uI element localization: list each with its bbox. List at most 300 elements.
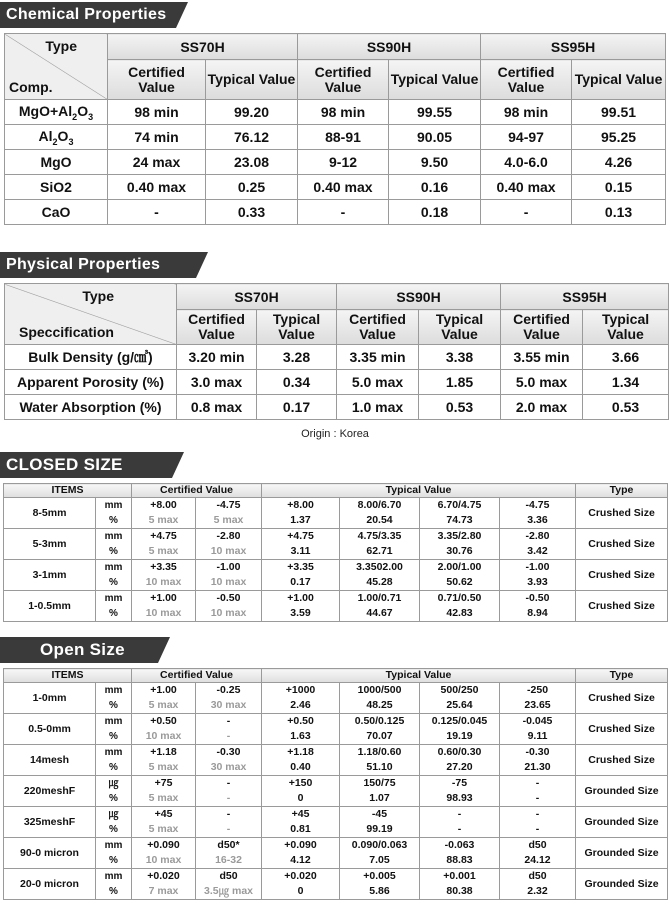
certified-cell: -1.00 [196,560,262,576]
certified-value-header: Certified Value [132,484,262,498]
table-cell: 3.55 min [501,345,583,370]
table-cell: - [108,200,206,225]
certified-cell: d50* [196,838,262,854]
certified-cell: +1.00 [132,683,196,699]
table-cell: 0.40 max [298,175,389,200]
certified-cell: 5 max [132,791,196,807]
typical-cell: 3.42 [500,544,576,560]
table-row [5,370,669,395]
item-name: 3-1mm [4,560,96,591]
typical-cell: 62.71 [340,544,420,560]
table-row [4,513,668,529]
typical-cell: 3.93 [500,575,576,591]
certified-cell: - [196,714,262,730]
typical-cell: 8.94 [500,606,576,622]
typical-cell: 1000/500 [340,683,420,699]
size-type: Crushed Size [576,498,668,529]
unit-cell: ㎍ [96,807,132,823]
typical-header: Typical Value [257,310,337,345]
typical-cell: -0.50 [500,591,576,607]
certified-cell: -2.80 [196,529,262,545]
component-name: SiO2 [5,175,108,200]
typical-cell: 27.20 [420,760,500,776]
type-spec-header [5,284,177,345]
table-cell: 0.53 [419,395,501,420]
certified-value-header: Certified Value [132,669,262,683]
table-row [4,884,668,900]
typical-cell: 6.70/4.75 [420,498,500,514]
typical-cell: 44.67 [340,606,420,622]
typical-cell: 21.30 [500,760,576,776]
closed-size-title: CLOSED SIZE [0,452,172,478]
typical-cell: - [500,776,576,792]
certified-cell: 30 max [196,760,262,776]
table-cell: 3.66 [583,345,669,370]
table-row [5,395,669,420]
typical-cell: - [420,807,500,823]
table-cell: 2.0 max [501,395,583,420]
certified-cell: - [196,791,262,807]
typical-cell: - [500,807,576,823]
typical-cell: 74.73 [420,513,500,529]
table-row [4,529,668,545]
typical-cell: +1000 [262,683,340,699]
table-cell: 0.40 max [481,175,572,200]
item-name: 1-0.5mm [4,591,96,622]
table-cell: 0.13 [572,200,666,225]
chemical-properties-title: Chemical Properties [0,2,176,28]
table-row [5,200,666,225]
certified-cell: 5 max [132,698,196,714]
typical-cell: 3.59 [262,606,340,622]
item-name: 0.5-0mm [4,714,96,745]
table-row [4,606,668,622]
certified-cell: +4.75 [132,529,196,545]
type-header: Type [576,669,668,683]
typical-cell: 0 [262,884,340,900]
typical-cell: 45.28 [340,575,420,591]
item-name: 90-0 micron [4,838,96,869]
certified-header: Certified Value [108,60,206,100]
table-cell: 3.0 max [177,370,257,395]
typical-cell: -250 [500,683,576,699]
certified-cell: +0.020 [132,869,196,885]
certified-cell: -0.30 [196,745,262,761]
typical-cell: d50 [500,869,576,885]
typical-cell: +4.75 [262,529,340,545]
typical-cell: 48.25 [340,698,420,714]
table-row [5,125,666,150]
certified-cell: +8.00 [132,498,196,514]
table-cell: 0.16 [389,175,481,200]
table-row [4,544,668,560]
typical-cell: 0.17 [262,575,340,591]
certified-cell: 5 max [132,544,196,560]
typical-cell: d50 [500,838,576,854]
certified-cell: 10 max [196,606,262,622]
table-row [4,853,668,869]
certified-cell: 10 max [132,729,196,745]
typical-cell: +1.00 [262,591,340,607]
certified-cell: 5 max [132,822,196,838]
typical-cell: +3.35 [262,560,340,576]
type-comp-header [5,34,108,100]
certified-cell: 5 max [132,760,196,776]
unit-cell: % [96,698,132,714]
certified-cell: +45 [132,807,196,823]
item-name: 220meshF [4,776,96,807]
typical-cell: - [420,822,500,838]
certified-header: Certified Value [481,60,572,100]
typical-cell: -2.80 [500,529,576,545]
typical-cell: +0.020 [262,869,340,885]
table-cell: 99.20 [206,100,298,125]
typical-cell: - [500,791,576,807]
certified-cell: -0.25 [196,683,262,699]
unit-cell: % [96,544,132,560]
typical-cell: 80.38 [420,884,500,900]
typical-cell: -0.045 [500,714,576,730]
table-cell: 76.12 [206,125,298,150]
table-cell: 99.55 [389,100,481,125]
table-cell: 5.0 max [337,370,419,395]
typical-cell: 1.63 [262,729,340,745]
typical-cell: 99.19 [340,822,420,838]
grade-header: SS95H [501,284,669,310]
typical-cell: 4.75/3.35 [340,529,420,545]
property-name: Water Absorption (%) [5,395,177,420]
item-name: 8-5mm [4,498,96,529]
unit-cell: mm [96,560,132,576]
typical-cell: +0.005 [340,869,420,885]
certified-cell: - [196,729,262,745]
size-type: Crushed Size [576,745,668,776]
certified-cell: 10 max [132,575,196,591]
certified-cell: +75 [132,776,196,792]
table-cell: 99.51 [572,100,666,125]
unit-cell: % [96,513,132,529]
table-cell: 0.25 [206,175,298,200]
origin-note: Origin : Korea [301,428,369,440]
typical-cell: +8.00 [262,498,340,514]
physical-properties-title: Physical Properties [0,252,196,278]
table-cell: 3.20 min [177,345,257,370]
table-row [5,100,666,125]
typical-cell: +0.001 [420,869,500,885]
certified-cell: +0.090 [132,838,196,854]
certified-cell: 16-32 [196,853,262,869]
size-type: Grounded Size [576,776,668,807]
certified-header: Certified Value [501,310,583,345]
typical-cell: +0.090 [262,838,340,854]
typical-cell: -0.063 [420,838,500,854]
typical-cell: 88.83 [420,853,500,869]
table-cell: 4.0-6.0 [481,150,572,175]
typical-cell: 0.50/0.125 [340,714,420,730]
unit-cell: ㎍ [96,776,132,792]
unit-cell: mm [96,591,132,607]
typical-cell: -75 [420,776,500,792]
typical-cell: 50.62 [420,575,500,591]
component-name: $MgO+Al_2O_3$ [5,100,108,125]
type-label: Type [82,288,114,304]
certified-cell: 5 max [196,513,262,529]
typical-cell: 1.00/0.71 [340,591,420,607]
typical-cell: 7.05 [340,853,420,869]
table-cell: 88-91 [298,125,389,150]
certified-cell: 3.5㎍ max [196,884,262,900]
unit-cell: mm [96,498,132,514]
size-type: Grounded Size [576,869,668,900]
typical-cell: 0.81 [262,822,340,838]
typical-cell: +0.50 [262,714,340,730]
table-cell: 0.53 [583,395,669,420]
items-header: ITEMS [4,669,132,683]
certified-cell: - [196,822,262,838]
typical-header: Typical Value [572,60,666,100]
size-type: Crushed Size [576,714,668,745]
table-cell: 3.35 min [337,345,419,370]
table-cell: 0.40 max [108,175,206,200]
typical-cell: -0.30 [500,745,576,761]
typical-cell: +45 [262,807,340,823]
typical-cell: 0.125/0.045 [420,714,500,730]
certified-cell: 10 max [196,575,262,591]
typical-cell: +1.18 [262,745,340,761]
grade-header: SS70H [108,34,298,60]
typical-cell: 98.93 [420,791,500,807]
item-name: 5-3mm [4,529,96,560]
typical-header: Typical Value [419,310,501,345]
size-type: Grounded Size [576,838,668,869]
table-row [4,838,668,854]
item-name: 20-0 micron [4,869,96,900]
typical-header: Typical Value [583,310,669,345]
certified-cell: 10 max [196,544,262,560]
typical-cell: 0 [262,791,340,807]
open-size-table [3,668,668,900]
typical-cell: 1.07 [340,791,420,807]
table-row [4,791,668,807]
table-cell: 3.38 [419,345,501,370]
typical-cell: 150/75 [340,776,420,792]
typical-cell: 1.18/0.60 [340,745,420,761]
typical-cell: -45 [340,807,420,823]
unit-cell: mm [96,869,132,885]
unit-cell: % [96,760,132,776]
unit-cell: % [96,791,132,807]
typical-cell: 9.11 [500,729,576,745]
typical-cell: 42.83 [420,606,500,622]
table-row [5,150,666,175]
table-cell: 23.08 [206,150,298,175]
size-type: Crushed Size [576,529,668,560]
typical-cell: 3.11 [262,544,340,560]
typical-value-header: Typical Value [262,669,576,683]
typical-header: Typical Value [389,60,481,100]
typical-cell: 2.00/1.00 [420,560,500,576]
unit-cell: mm [96,529,132,545]
table-row [4,683,668,699]
table-cell: - [298,200,389,225]
table-cell: 9.50 [389,150,481,175]
typical-cell: 4.12 [262,853,340,869]
typical-cell: - [500,822,576,838]
size-type: Crushed Size [576,683,668,714]
type-header: Type [576,484,668,498]
table-cell: 3.28 [257,345,337,370]
typical-cell: 1.37 [262,513,340,529]
certified-cell: 7 max [132,884,196,900]
table-cell: 1.34 [583,370,669,395]
component-name: MgO [5,150,108,175]
table-cell: 98 min [108,100,206,125]
typical-cell: 51.10 [340,760,420,776]
items-header: ITEMS [4,484,132,498]
table-cell: 0.8 max [177,395,257,420]
typical-cell: 0.090/0.063 [340,838,420,854]
unit-cell: mm [96,714,132,730]
chemical-properties-table [4,33,666,225]
closed-size-table [3,483,668,622]
typical-cell: 20.54 [340,513,420,529]
table-cell: 4.26 [572,150,666,175]
typical-cell: 8.00/6.70 [340,498,420,514]
table-row [4,822,668,838]
typical-cell: 5.86 [340,884,420,900]
spec-label: Speccification [19,324,114,340]
table-cell: 0.33 [206,200,298,225]
table-row [4,498,668,514]
table-row [5,175,666,200]
typical-cell: 30.76 [420,544,500,560]
typical-cell: 3.36 [500,513,576,529]
typical-cell: 0.60/0.30 [420,745,500,761]
item-name: 14mesh [4,745,96,776]
table-cell: 9-12 [298,150,389,175]
physical-properties-table [4,283,669,420]
table-row [4,869,668,885]
table-row [4,560,668,576]
unit-cell: % [96,853,132,869]
table-cell: 0.15 [572,175,666,200]
certified-header: Certified Value [337,310,419,345]
table-cell: 94-97 [481,125,572,150]
open-size-title: Open Size [0,637,158,663]
table-cell: 74 min [108,125,206,150]
table-row [4,714,668,730]
table-cell: 98 min [298,100,389,125]
unit-cell: % [96,606,132,622]
component-name: CaO [5,200,108,225]
table-row [4,591,668,607]
item-name: 1-0mm [4,683,96,714]
table-row [4,745,668,761]
unit-cell: % [96,575,132,591]
certified-cell: -4.75 [196,498,262,514]
typical-cell: 2.46 [262,698,340,714]
certified-cell: 10 max [132,606,196,622]
size-type: Crushed Size [576,560,668,591]
typical-cell: 70.07 [340,729,420,745]
item-name: 325meshF [4,807,96,838]
typical-cell: 0.71/0.50 [420,591,500,607]
grade-header: SS90H [337,284,501,310]
property-name: Apparent Porosity (%) [5,370,177,395]
certified-cell: 5 max [132,513,196,529]
table-cell: 0.34 [257,370,337,395]
certified-cell: d50 [196,869,262,885]
typical-cell: 24.12 [500,853,576,869]
certified-cell: +1.00 [132,591,196,607]
grade-header: SS90H [298,34,481,60]
certified-header: Certified Value [177,310,257,345]
table-cell: 98 min [481,100,572,125]
table-cell: - [481,200,572,225]
certified-cell: 30 max [196,698,262,714]
typical-cell: 3.3502.00 [340,560,420,576]
table-cell: 95.25 [572,125,666,150]
typical-cell: 0.40 [262,760,340,776]
typical-cell: 2.32 [500,884,576,900]
certified-cell: - [196,776,262,792]
table-cell: 1.0 max [337,395,419,420]
table-row [4,760,668,776]
table-cell: 5.0 max [501,370,583,395]
comp-label: Comp. [9,79,53,95]
table-cell: 1.85 [419,370,501,395]
unit-cell: mm [96,683,132,699]
table-row [5,345,669,370]
typical-value-header: Typical Value [262,484,576,498]
unit-cell: % [96,729,132,745]
table-cell: 0.17 [257,395,337,420]
grade-header: SS70H [177,284,337,310]
certified-cell: -0.50 [196,591,262,607]
unit-cell: % [96,822,132,838]
table-cell: 0.18 [389,200,481,225]
certified-cell: +3.35 [132,560,196,576]
typical-cell: 500/250 [420,683,500,699]
component-name: $Al_2O_3$ [5,125,108,150]
table-cell: 90.05 [389,125,481,150]
unit-cell: % [96,884,132,900]
typical-cell: 3.35/2.80 [420,529,500,545]
size-type: Grounded Size [576,807,668,838]
table-row [4,729,668,745]
table-cell: 24 max [108,150,206,175]
type-label: Type [45,38,77,54]
certified-header: Certified Value [298,60,389,100]
table-row [4,807,668,823]
certified-cell: - [196,807,262,823]
property-name: Bulk Density (g/㎤) [5,345,177,370]
typical-cell: -4.75 [500,498,576,514]
table-row [4,776,668,792]
certified-cell: +0.50 [132,714,196,730]
certified-cell: 10 max [132,853,196,869]
typical-cell: 23.65 [500,698,576,714]
typical-cell: -1.00 [500,560,576,576]
table-row [4,698,668,714]
typical-header: Typical Value [206,60,298,100]
unit-cell: mm [96,838,132,854]
certified-cell: +1.18 [132,745,196,761]
typical-cell: 19.19 [420,729,500,745]
typical-cell: +150 [262,776,340,792]
grade-header: SS95H [481,34,666,60]
size-type: Crushed Size [576,591,668,622]
